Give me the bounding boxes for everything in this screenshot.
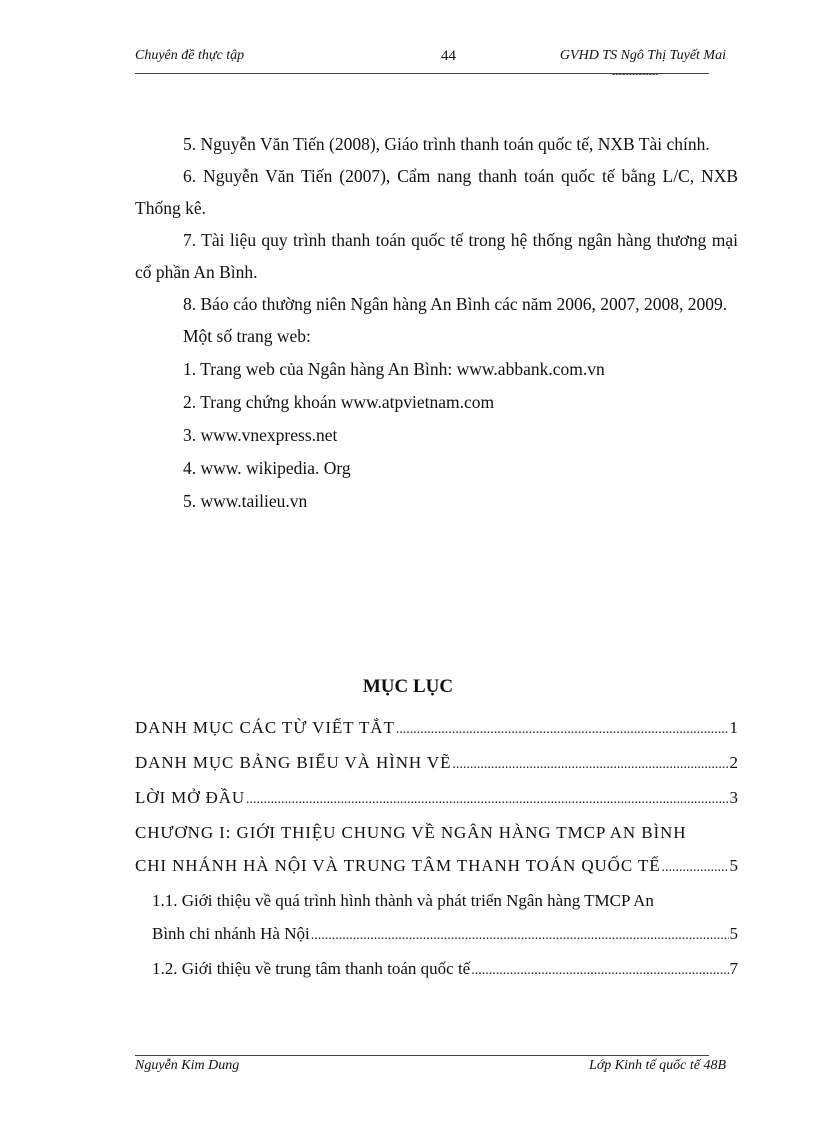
toc-leader-dots — [396, 713, 729, 746]
toc-entry-text: DANH MỤC BẢNG BIỂU VÀ HÌNH VẼ — [135, 753, 452, 772]
toc-entry-text: 1.1. Giới thiệu về quá trình hình thành và phát triển Ngân hàng TMCP An — [152, 891, 654, 910]
website-list — [135, 320, 738, 518]
toc-entry[interactable] — [135, 711, 738, 746]
toc-entry[interactable] — [135, 952, 738, 987]
footer-rule — [135, 1055, 709, 1056]
table-of-contents — [135, 711, 738, 987]
toc-title: MỤC LỤC — [362, 676, 454, 697]
website-item: 2. Trang chứng khoán www.atpvietnam.com — [183, 392, 495, 412]
toc-leader-dots — [471, 954, 728, 987]
website-item: 4. www. wikipedia. Org — [183, 458, 351, 478]
reference-item: 8. Báo cáo thường niên Ngân hàng An Bình các năm 2006, 2007, 2008, 2009. — [183, 294, 728, 314]
toc-entry-text: DANH MỤC CÁC TỪ VIẾT TẮT — [135, 718, 395, 737]
toc-entry-text-cont: CHI NHÁNH HÀ NỘI VÀ TRUNG TÂM THANH TOÁN QUỐC TẾ — [135, 856, 661, 875]
toc-leader-dots — [311, 919, 729, 952]
website-item: 3. www.vnexpress.net — [183, 425, 338, 445]
toc-entry-text-cont: Bình chi nhánh Hà Nội — [152, 924, 310, 943]
toc-entry-page: 1 — [729, 718, 738, 737]
toc-leader-dots — [662, 851, 729, 884]
toc-entry-page: 5 — [729, 924, 738, 943]
toc-entry-text: 1.2. Giới thiệu về trung tâm thanh toán quốc tế — [152, 959, 471, 978]
header-left: Chuyên đề thực tập — [135, 48, 245, 63]
references-section — [135, 128, 738, 518]
toc-entry[interactable] — [135, 781, 738, 816]
header-dash-tail: -------------- — [612, 69, 659, 80]
reference-item: 6. Nguyễn Văn Tiến (2007), Cẩm nang thanh toán quốc tế bằng L/C, NXB Thống kê. — [135, 166, 738, 218]
reference-item: 5. Nguyễn Văn Tiến (2008), Giáo trình thanh toán quốc tế, NXB Tài chính. — [183, 134, 710, 154]
website-item: 1. Trang web của Ngân hàng An Bình: www.abbank.com.vn — [183, 359, 605, 379]
page-header — [135, 48, 730, 70]
toc-entry-page: 7 — [729, 959, 738, 978]
toc-entry-page: 2 — [729, 753, 738, 772]
toc-entry-text: CHƯƠNG I: GIỚI THIỆU CHUNG VỀ NGÂN HÀNG TMCP AN BÌNH — [135, 823, 687, 842]
page-number: 44 — [441, 48, 456, 64]
header-right: GVHD TS Ngô Thị Tuyết Mai — [559, 48, 726, 63]
toc-entry[interactable] — [135, 816, 738, 884]
website-heading: Một số trang web: — [183, 326, 311, 346]
website-item: 5. www.tailieu.vn — [183, 491, 308, 511]
toc-leader-dots — [246, 783, 728, 816]
toc-leader-dots — [452, 748, 728, 781]
footer-author: Nguyễn Kim Dung — [135, 1058, 240, 1073]
toc-entry-page: 3 — [729, 788, 738, 807]
toc-entry-text: LỜI MỞ ĐẦU — [135, 788, 246, 807]
footer-class: Lớp Kinh tế quốc tế 48B — [589, 1058, 726, 1073]
toc-entry[interactable] — [135, 884, 738, 952]
reference-item: 7. Tài liệu quy trình thanh toán quốc tế trong hệ thống ngân hàng thương mại cổ phần An Bình. — [135, 230, 738, 282]
toc-entry-page: 5 — [729, 856, 738, 875]
toc-entry[interactable] — [135, 746, 738, 781]
